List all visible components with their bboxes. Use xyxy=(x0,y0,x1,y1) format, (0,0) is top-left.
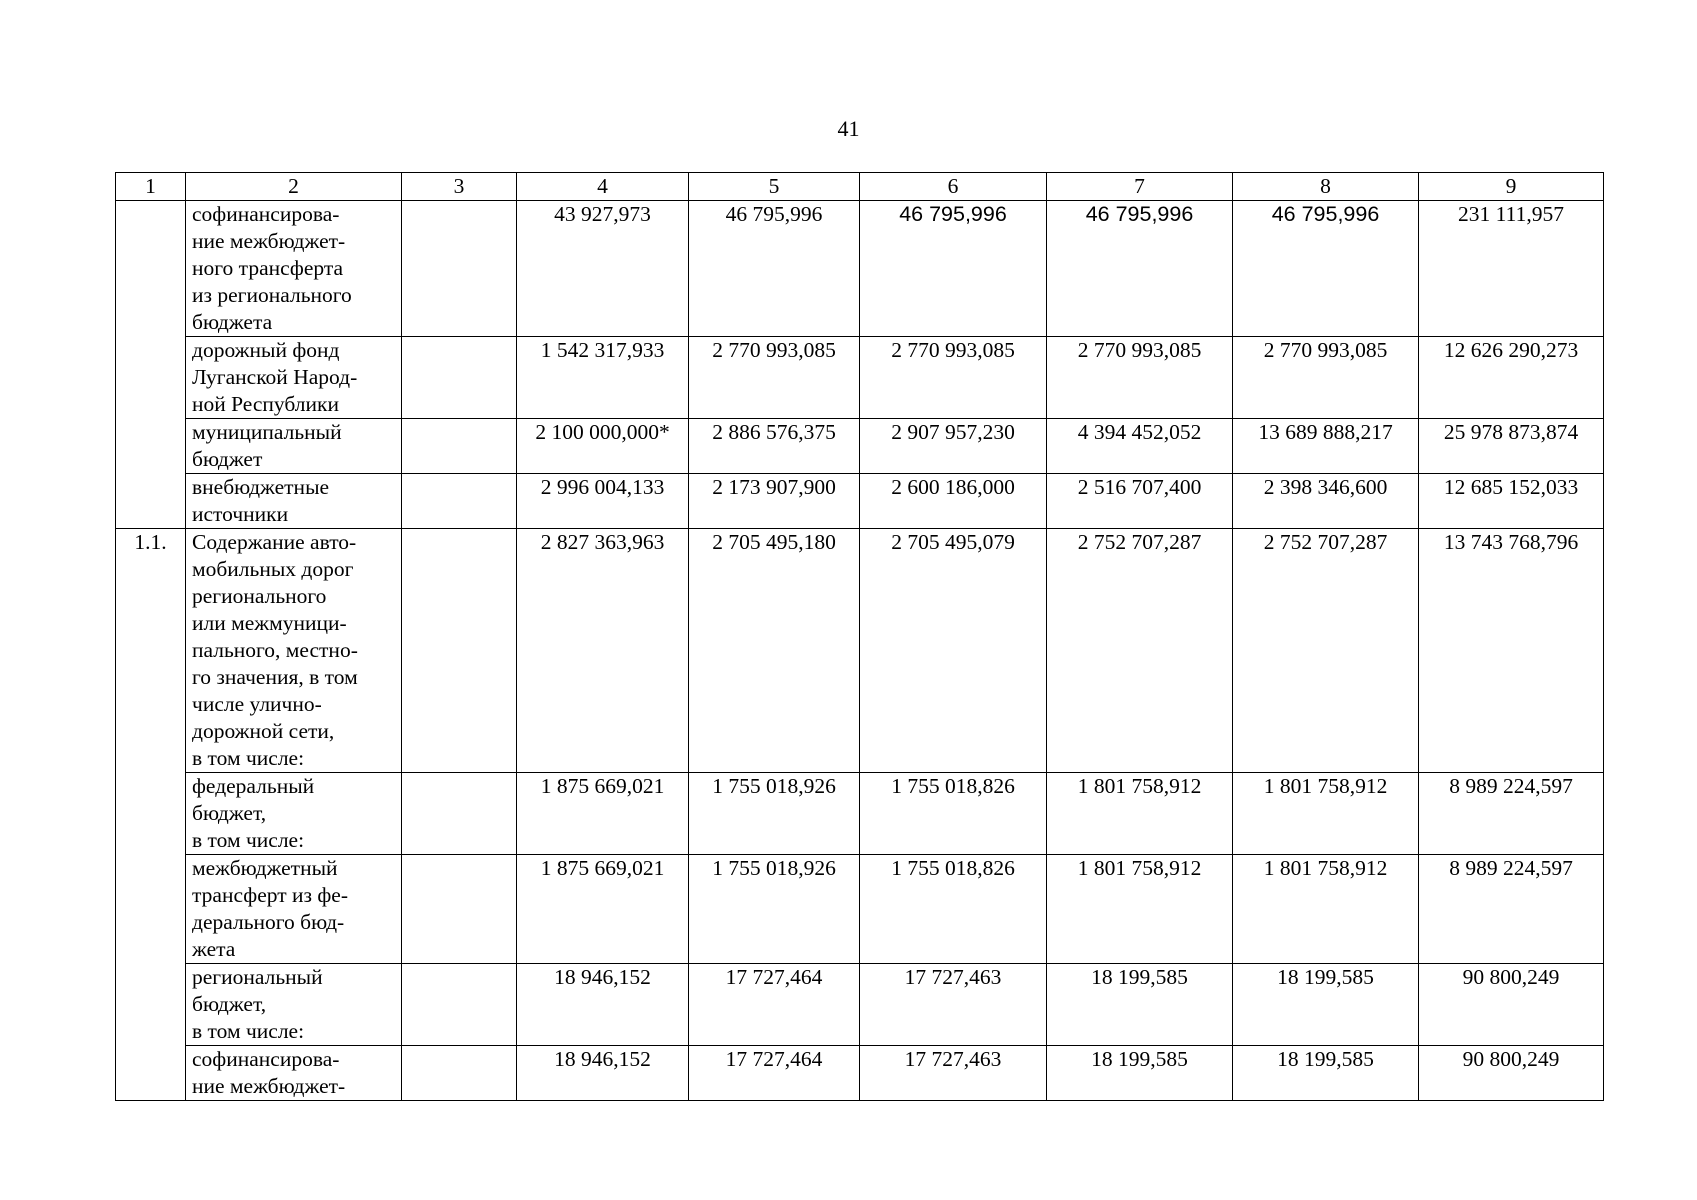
row-value-cell: 2 827 363,963 xyxy=(517,529,689,773)
row-label-line: в том числе: xyxy=(192,1019,305,1043)
table-row xyxy=(116,855,1604,964)
row-value-cell: 46 795,996 xyxy=(860,201,1047,337)
row-label-line: софинансирова- xyxy=(192,202,340,226)
header-cell-1: 1 xyxy=(116,173,186,201)
row-label-line: ние межбюджет- xyxy=(192,1074,346,1098)
row-value-cell: 8 989 224,597 xyxy=(1419,773,1604,855)
table-row xyxy=(116,419,1604,474)
row-column3-cell xyxy=(402,773,517,855)
row-label-line: региональный xyxy=(192,965,323,989)
row-value-cell: 2 705 495,180 xyxy=(689,529,860,773)
row-value-cell: 2 770 993,085 xyxy=(860,337,1047,419)
row-column3-cell xyxy=(402,419,517,474)
row-column3-cell xyxy=(402,964,517,1046)
row-value-cell: 18 199,585 xyxy=(1047,964,1233,1046)
row-label-line: бюджет, xyxy=(192,992,267,1016)
row-label-line: межбюджетный xyxy=(192,856,338,880)
header-cell-9: 9 xyxy=(1419,173,1604,201)
row-label-cell xyxy=(186,529,402,773)
row-value-cell: 231 111,957 xyxy=(1419,201,1604,337)
table-row xyxy=(116,337,1604,419)
row-label-line: муниципальный xyxy=(192,420,342,444)
table-row xyxy=(116,474,1604,529)
row-value-cell: 90 800,249 xyxy=(1419,1046,1604,1101)
row-label-line: пального, местно- xyxy=(192,638,358,662)
row-label-line: ние межбюджет- xyxy=(192,229,346,253)
row-label-cell xyxy=(186,474,402,529)
header-cell-5: 5 xyxy=(689,173,860,201)
row-value-cell: 18 946,152 xyxy=(517,964,689,1046)
row-label-line: в том числе: xyxy=(192,828,305,852)
row-column3-cell xyxy=(402,201,517,337)
row-label-line: ного трансферта xyxy=(192,256,344,280)
table-row xyxy=(116,1046,1604,1101)
row-value-cell: 2 770 993,085 xyxy=(689,337,860,419)
row-value-cell: 46 795,996 xyxy=(1233,201,1419,337)
row-value-cell: 2 886 576,375 xyxy=(689,419,860,474)
row-column3-cell xyxy=(402,1046,517,1101)
row-value-cell: 17 727,464 xyxy=(689,1046,860,1101)
row-label-line: дерального бюд- xyxy=(192,910,345,934)
row-column3-cell xyxy=(402,474,517,529)
row-value-cell: 1 755 018,826 xyxy=(860,855,1047,964)
row-value-cell: 1 755 018,926 xyxy=(689,773,860,855)
row-value-cell: 2 398 346,600 xyxy=(1233,474,1419,529)
row-label-line: ной Республики xyxy=(192,392,339,416)
table-row xyxy=(116,529,1604,773)
row-value-cell: 43 927,973 xyxy=(517,201,689,337)
row-value-cell: 1 801 758,912 xyxy=(1047,855,1233,964)
row-label-cell xyxy=(186,1046,402,1101)
row-label-line: из регионального xyxy=(192,283,352,307)
row-value-cell: 2 752 707,287 xyxy=(1233,529,1419,773)
header-cell-8: 8 xyxy=(1233,173,1419,201)
row-value-cell: 90 800,249 xyxy=(1419,964,1604,1046)
row-value-cell: 2 705 495,079 xyxy=(860,529,1047,773)
row-label-line: числе улично- xyxy=(192,692,322,716)
row-value-cell: 18 199,585 xyxy=(1047,1046,1233,1101)
page-number: 41 xyxy=(837,116,860,141)
row-column3-cell xyxy=(402,337,517,419)
row-label-line: бюджет xyxy=(192,447,263,471)
row-label-cell xyxy=(186,337,402,419)
row-value-cell: 8 989 224,597 xyxy=(1419,855,1604,964)
row-label-line: дорожной сети, xyxy=(192,719,335,743)
row-value-cell: 13 689 888,217 xyxy=(1233,419,1419,474)
row-value-cell: 1 875 669,021 xyxy=(517,773,689,855)
row-value-cell: 25 978 873,874 xyxy=(1419,419,1604,474)
header-cell-6: 6 xyxy=(860,173,1047,201)
row-value-cell: 2 600 186,000 xyxy=(860,474,1047,529)
row-label-line: го значения, в том xyxy=(192,665,358,689)
header-cell-2: 2 xyxy=(186,173,402,201)
row-value-cell: 2 907 957,230 xyxy=(860,419,1047,474)
row-label-line: федеральный xyxy=(192,774,315,798)
row-label-line: в том числе: xyxy=(192,746,305,770)
row-value-cell: 18 946,152 xyxy=(517,1046,689,1101)
row-label-line: источники xyxy=(192,502,289,526)
row-value-cell: 2 516 707,400 xyxy=(1047,474,1233,529)
row-value-cell: 2 770 993,085 xyxy=(1233,337,1419,419)
row-value-cell: 4 394 452,052 xyxy=(1047,419,1233,474)
row-value-cell: 18 199,585 xyxy=(1233,964,1419,1046)
row-value-cell: 12 685 152,033 xyxy=(1419,474,1604,529)
row-label-line: Луганской Народ- xyxy=(192,365,358,389)
row-label-cell xyxy=(186,773,402,855)
row-label-line: или межмуници- xyxy=(192,611,347,635)
row-label-line: софинансирова- xyxy=(192,1047,340,1071)
row-value-cell: 46 795,996 xyxy=(1047,201,1233,337)
row-value-cell: 18 199,585 xyxy=(1233,1046,1419,1101)
row-label-cell xyxy=(186,201,402,337)
table-row xyxy=(116,964,1604,1046)
row-value-cell: 17 727,464 xyxy=(689,964,860,1046)
table-row xyxy=(116,773,1604,855)
row-label-line: бюджета xyxy=(192,310,273,334)
row-value-cell: 2 100 000,000* xyxy=(517,419,689,474)
header-cell-7: 7 xyxy=(1047,173,1233,201)
row-value-cell: 1 801 758,912 xyxy=(1233,773,1419,855)
row-label-line: регионального xyxy=(192,584,327,608)
header-cell-3: 3 xyxy=(402,173,517,201)
row-value-cell: 13 743 768,796 xyxy=(1419,529,1604,773)
row-value-cell: 2 996 004,133 xyxy=(517,474,689,529)
row-label-line: дорожный фонд xyxy=(192,338,340,362)
table-header-row xyxy=(116,173,1604,201)
row-code-cell: 1.1. xyxy=(116,529,186,1101)
row-value-cell: 2 770 993,085 xyxy=(1047,337,1233,419)
table-row xyxy=(116,201,1604,337)
row-value-cell: 17 727,463 xyxy=(860,964,1047,1046)
row-label-line: мобильных дорог xyxy=(192,557,354,581)
header-cell-4: 4 xyxy=(517,173,689,201)
row-value-cell: 12 626 290,273 xyxy=(1419,337,1604,419)
row-label-line: внебюджетные xyxy=(192,475,330,499)
row-label-cell xyxy=(186,419,402,474)
row-value-cell: 1 801 758,912 xyxy=(1233,855,1419,964)
row-value-cell: 1 801 758,912 xyxy=(1047,773,1233,855)
row-label-line: бюджет, xyxy=(192,801,267,825)
row-label-line: трансферт из фе- xyxy=(192,883,348,907)
row-value-cell: 2 173 907,900 xyxy=(689,474,860,529)
row-value-cell: 1 542 317,933 xyxy=(517,337,689,419)
row-label-cell xyxy=(186,964,402,1046)
row-value-cell: 46 795,996 xyxy=(689,201,860,337)
row-value-cell: 2 752 707,287 xyxy=(1047,529,1233,773)
row-code-cell xyxy=(116,201,186,529)
row-column3-cell xyxy=(402,855,517,964)
row-value-cell: 17 727,463 xyxy=(860,1046,1047,1101)
row-value-cell: 1 755 018,926 xyxy=(689,855,860,964)
row-label-line: жета xyxy=(192,937,236,961)
row-label-cell xyxy=(186,855,402,964)
row-label-line: Содержание авто- xyxy=(192,530,357,554)
budget-table xyxy=(115,172,1604,1101)
row-value-cell: 1 755 018,826 xyxy=(860,773,1047,855)
row-column3-cell xyxy=(402,529,517,773)
row-value-cell: 1 875 669,021 xyxy=(517,855,689,964)
